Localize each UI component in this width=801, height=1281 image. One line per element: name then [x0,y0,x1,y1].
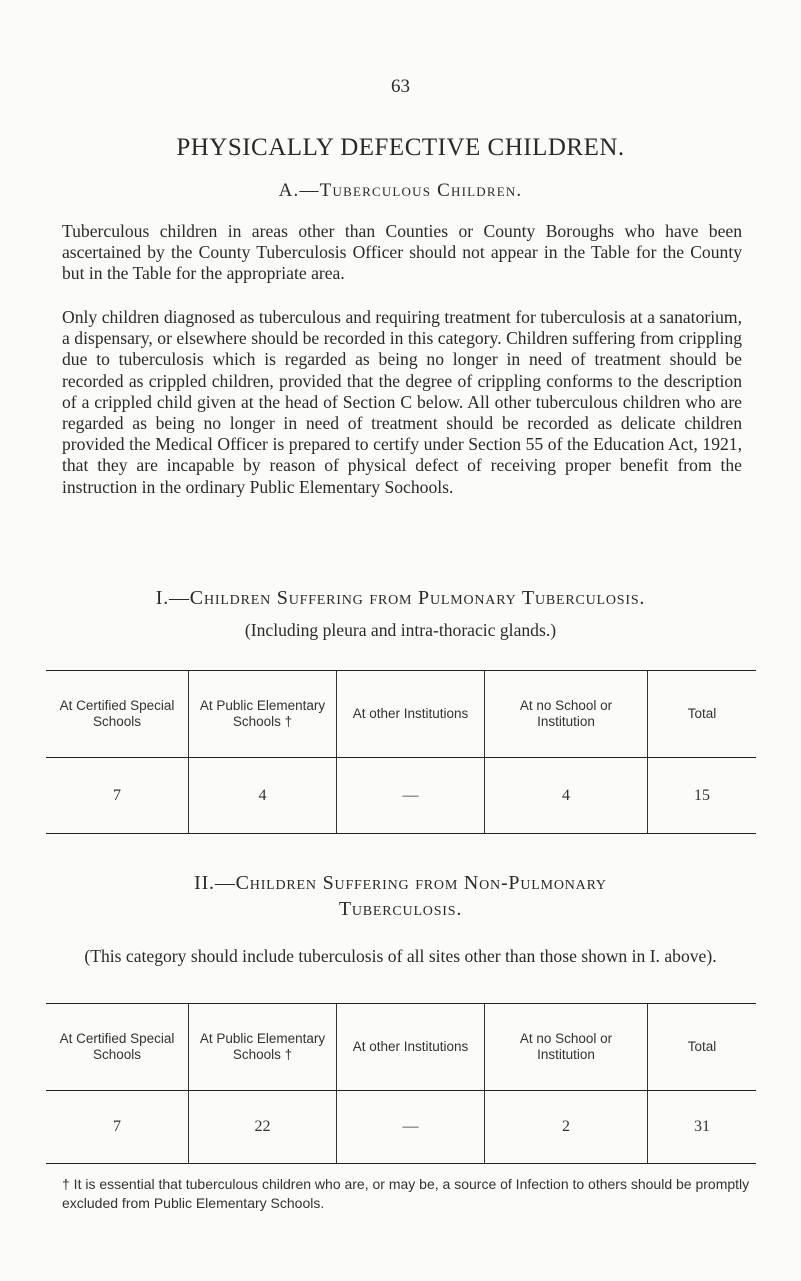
column-header: At no School or Institution [485,1004,648,1091]
table-cell: 22 [189,1091,337,1164]
section-1-note: (Including pleura and intra-thoracic glands.) [244,620,557,640]
section-a-title: A.—Tuberculous Children. [278,180,523,201]
table-cell: 7 [46,758,189,834]
column-header: At Public Elementary Schools † [189,671,337,758]
table-cell: 2 [485,1091,648,1164]
intro-paragraph-1: Tuberculous children in areas other than Counties or County Boroughs who have been ascertained by the County Tuberculosis Officer should not appear in the Table for the County but in the Table for the appropriate area. [62,221,742,284]
column-header: Total [648,1004,757,1091]
page-title: PHYSICALLY DEFECTIVE CHILDREN. [176,134,625,161]
column-header: At Certified Special Schools [46,671,189,758]
table-row [46,758,756,834]
non-pulmonary-table [46,1003,756,1164]
page-number: 63 [391,76,410,97]
table-cell: 15 [648,758,757,834]
table-header-row [46,671,756,758]
table-row [46,1091,756,1164]
table-cell: 4 [189,758,337,834]
table-header-row [46,1004,756,1091]
table-cell: — [337,1091,485,1164]
column-header: At Public Elementary Schools † [189,1004,337,1091]
section-2-heading-line-1: II.—Children Suffering from Non-Pulmonary [194,872,607,894]
table-cell: 7 [46,1091,189,1164]
column-header: At other Institutions [337,671,485,758]
pulmonary-table [46,670,756,834]
column-header: Total [648,671,757,758]
section-1-heading: I.—Children Suffering from Pulmonary Tuberculosis. [155,587,646,609]
column-header: At Certified Special Schools [46,1004,189,1091]
intro-paragraph-2: Only children diagnosed as tuberculous and requiring treatment for tuberculosis at a sanatorium, a dispensary, or elsewhere should be recorded in this category. Children suffering from crippling due to tuberculosis which is regarded as being no longer in need of treatment should be recorded as crippled children, provided that the degree of crippling conforms to the description of a crippled child given at the head of Section C below. All other tuberculous children who are regarded as being no longer in need of treatment should be recorded as delicate children provided the Medical Officer is prepared to certify under Section 55 of the Education Act, 1921, that they are incapable by reason of physical defect of receiving proper benefit from the instruction in the ordinary Public Elementary Sochools. [62,307,742,497]
footnote: † It is essential that tuberculous children who are, or may be, a source of Infection to others should be promptly excluded from Public Elementary Schools. [62,1176,750,1211]
column-header: At other Institutions [337,1004,485,1091]
section-2-heading [0,870,801,922]
section-2-note: (This category should include tuberculosis of all sites other than those shown in I. above). [84,946,717,966]
table-cell: — [337,758,485,834]
table-cell: 31 [648,1091,757,1164]
table-cell: 4 [485,758,648,834]
section-2-heading-line-2: Tuberculosis. [338,898,463,920]
column-header: At no School or Institution [485,671,648,758]
